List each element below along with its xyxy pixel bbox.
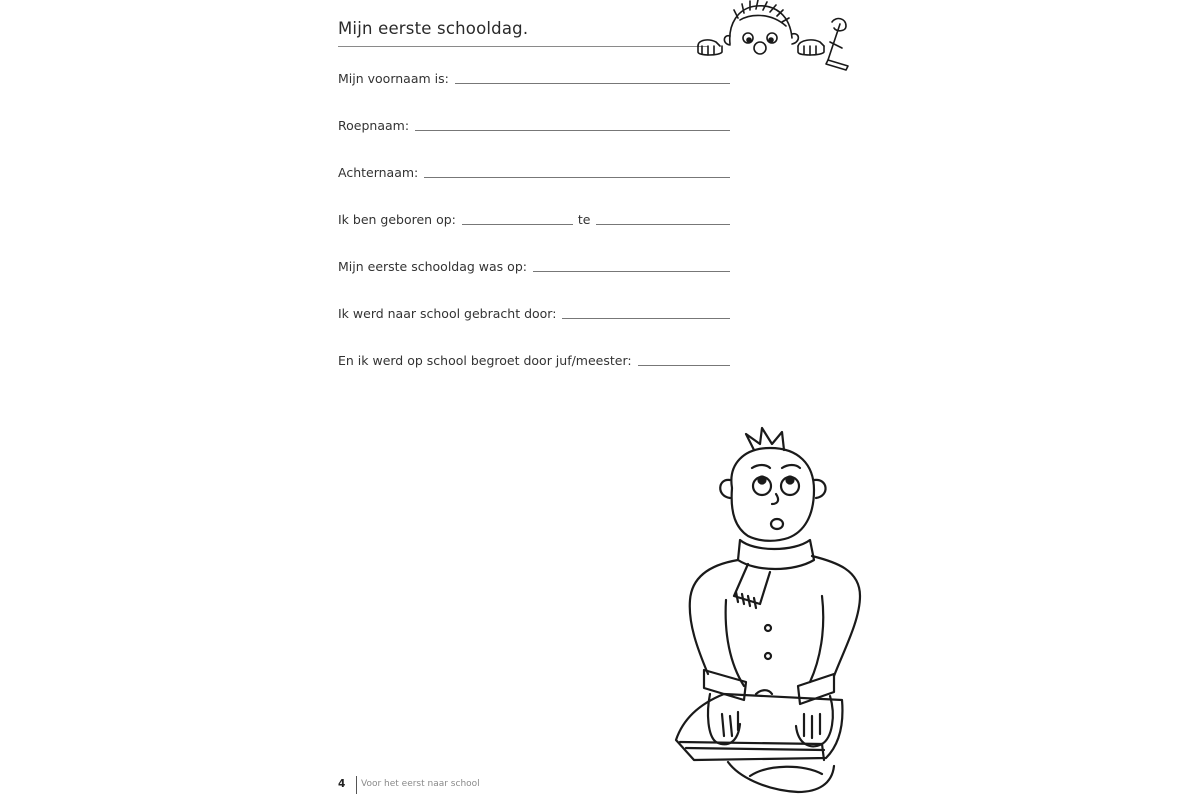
nickname-label: Roepnaam:	[338, 118, 410, 133]
page-number: 4	[338, 778, 346, 790]
born-in-label: te	[577, 212, 591, 227]
first-name-field[interactable]	[455, 83, 730, 84]
last-name-label: Achternaam:	[338, 165, 419, 180]
greeted-by-field[interactable]	[638, 365, 730, 366]
born-on-label: Ik ben geboren op:	[338, 212, 456, 227]
last-name-row	[338, 160, 730, 180]
first-day-field[interactable]	[533, 271, 730, 272]
brought-by-field[interactable]	[562, 318, 730, 319]
first-name-row	[338, 66, 730, 86]
first-day-row	[338, 254, 730, 274]
first-name-label: Mijn voornaam is:	[338, 71, 449, 86]
birth-place-field[interactable]	[596, 224, 730, 225]
nickname-field[interactable]	[415, 130, 730, 131]
first-day-label: Mijn eerste schooldag was op:	[338, 259, 527, 274]
greeted-by-label: En ik werd op school begroet door juf/meester:	[338, 353, 632, 368]
page-title: Mijn eerste schooldag.	[338, 19, 529, 38]
peeking-child-illustration	[690, 0, 860, 76]
birth-date-field[interactable]	[462, 224, 573, 225]
nickname-row	[338, 113, 730, 133]
boy-with-book-illustration	[664, 424, 874, 798]
greeted-by-row	[338, 348, 730, 368]
footer-divider	[356, 776, 357, 794]
birth-row	[338, 207, 730, 227]
last-name-field[interactable]	[424, 177, 730, 178]
brought-by-label: Ik werd naar school gebracht door:	[338, 306, 557, 321]
brought-by-row	[338, 301, 730, 321]
footer-book-title: Voor het eerst naar school	[361, 779, 480, 789]
title-rule	[338, 46, 708, 47]
